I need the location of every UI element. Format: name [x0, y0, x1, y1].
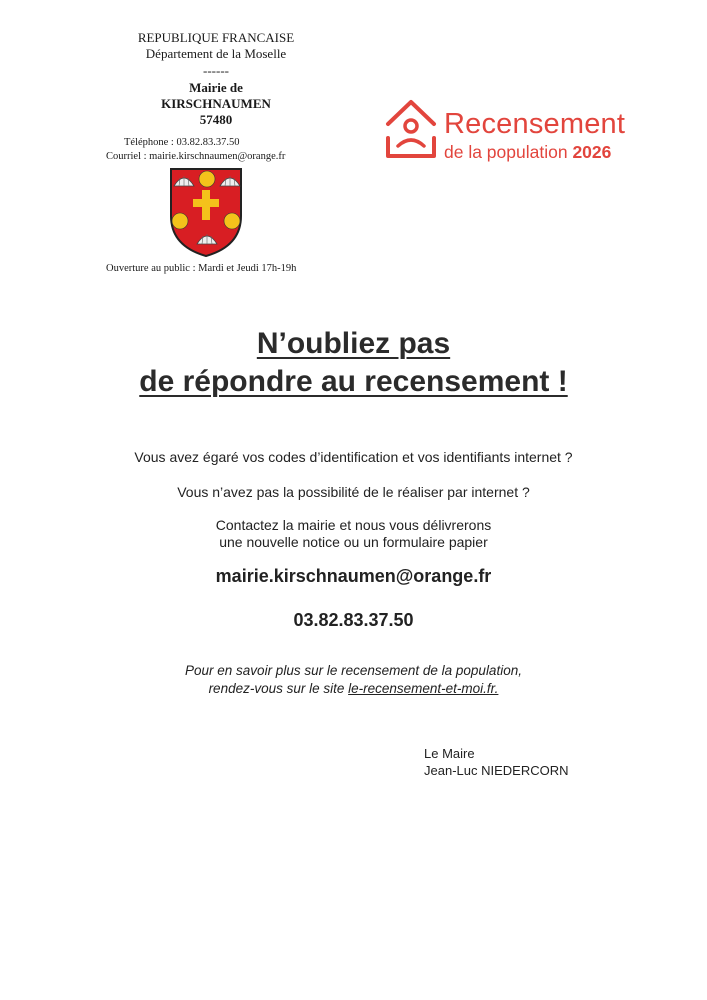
signature-role: Le Maire: [424, 746, 475, 761]
contact-instruction-2: une nouvelle notice ou un formulaire papier: [219, 534, 488, 550]
question-codes-lost: Vous avez égaré vos codes d’identification et vos identifiants internet ?: [134, 449, 573, 465]
contact-instruction-1: Contactez la mairie et nous vous délivrerons: [215, 517, 492, 533]
recensement-site-link[interactable]: le-recensement-et-moi.fr.: [348, 681, 499, 696]
postal-code: 57480: [199, 112, 233, 127]
info-line-2: [0, 680, 707, 698]
info-line-1: Pour en savoir plus sur le recensement de la population,: [185, 663, 522, 678]
logo-subtitle-text: de la population: [444, 142, 573, 162]
house-person-icon: [384, 98, 438, 160]
signature-name: Jean-Luc NIEDERCORN: [424, 763, 569, 778]
logo-year: 2026: [572, 142, 612, 162]
country-label: REPUBLIQUE FRANCAISE: [137, 30, 295, 45]
opening-hours: Ouverture au public : Mardi et Jeudi 17h-19h: [106, 263, 297, 274]
contact-email[interactable]: mairie.kirschnaumen@orange.fr: [215, 566, 492, 586]
headline-line-1: [0, 326, 707, 362]
logo-title: Recensement: [444, 108, 626, 140]
headline-text-1: N’oubliez pas: [256, 327, 451, 360]
headline-text-2: de répondre au recensement !: [139, 365, 568, 398]
mairie-label: Mairie de: [189, 80, 243, 95]
headline-line-2: [0, 364, 707, 400]
commune-name: KIRSCHNAUMEN: [161, 96, 271, 111]
phone-line: Téléphone : 03.82.83.37.50: [124, 137, 240, 148]
question-no-internet: Vous n’avez pas la possibilité de le réaliser par internet ?: [177, 484, 530, 500]
email-line: Courriel : mairie.kirschnaumen@orange.fr: [106, 151, 286, 162]
logo-subtitle: [444, 142, 611, 162]
recensement-logo: [384, 98, 664, 168]
department-label: Département de la Moselle: [145, 46, 287, 61]
coat-of-arms-icon: [168, 166, 244, 258]
info-line-2-text: rendez-vous sur le site: [208, 681, 349, 696]
separator: ------: [203, 63, 229, 78]
contact-phone[interactable]: 03.82.83.37.50: [293, 610, 414, 630]
